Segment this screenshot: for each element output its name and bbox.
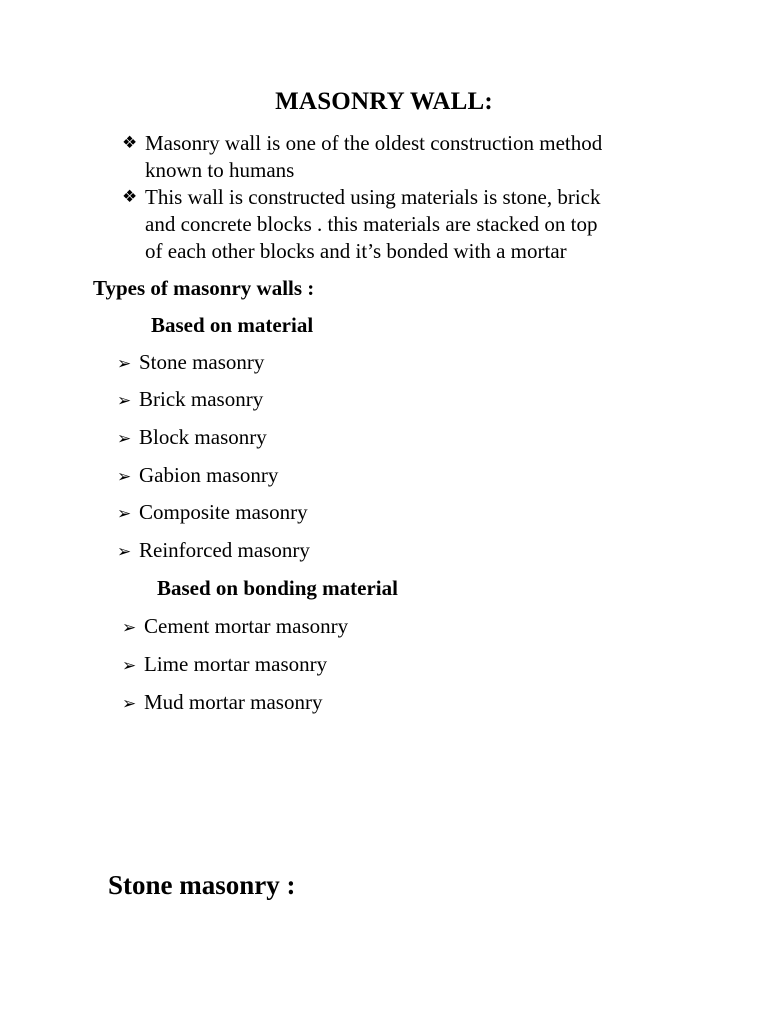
arrow-bullet-icon: ➢ bbox=[122, 618, 137, 638]
intro-bullet-line: of each other blocks and it’s bonded with a mortar bbox=[145, 239, 567, 263]
arrow-bullet-icon: ➢ bbox=[117, 504, 132, 524]
intro-bullet-line: Masonry wall is one of the oldest construction method bbox=[145, 131, 603, 155]
page-title: MASONRY WALL: bbox=[275, 88, 493, 115]
list-item-label: Brick masonry bbox=[139, 387, 264, 411]
list-item bbox=[117, 350, 264, 375]
list-item bbox=[122, 614, 348, 639]
list-item bbox=[122, 690, 322, 715]
arrow-bullet-icon: ➢ bbox=[117, 391, 132, 411]
list-item bbox=[117, 538, 310, 563]
intro-bullet-text bbox=[145, 130, 665, 184]
list-item-label: Mud mortar masonry bbox=[144, 690, 323, 714]
list-item bbox=[122, 652, 327, 677]
arrow-bullet-icon: ➢ bbox=[117, 542, 132, 562]
arrow-bullet-icon: ➢ bbox=[122, 656, 137, 676]
list-item-label: Block masonry bbox=[139, 425, 267, 449]
bonding-subheading: Based on bonding material bbox=[157, 576, 398, 600]
list-item-label: Reinforced masonry bbox=[139, 538, 310, 562]
types-heading: Types of masonry walls : bbox=[93, 276, 315, 300]
intro-bullet-line: known to humans bbox=[145, 158, 295, 182]
intro-bullet-text bbox=[145, 184, 665, 265]
list-item bbox=[117, 387, 263, 412]
arrow-bullet-icon: ➢ bbox=[117, 429, 132, 449]
list-item-label: Stone masonry bbox=[139, 350, 265, 374]
diamond-bullet-icon: ❖ bbox=[122, 133, 138, 153]
intro-bullet-line: This wall is constructed using materials is stone, brick bbox=[145, 185, 601, 209]
list-item bbox=[117, 425, 267, 450]
arrow-bullet-icon: ➢ bbox=[117, 354, 132, 374]
diamond-bullet-icon: ❖ bbox=[122, 187, 138, 207]
list-item-label: Lime mortar masonry bbox=[144, 652, 328, 676]
list-item-label: Cement mortar masonry bbox=[144, 614, 349, 638]
list-item-label: Gabion masonry bbox=[139, 463, 279, 487]
arrow-bullet-icon: ➢ bbox=[122, 694, 137, 714]
list-item bbox=[117, 500, 308, 525]
list-item-label: Composite masonry bbox=[139, 500, 308, 524]
arrow-bullet-icon: ➢ bbox=[117, 467, 132, 487]
intro-bullet-line: and concrete blocks . this materials are stacked on top bbox=[145, 212, 598, 236]
list-item bbox=[117, 463, 278, 488]
material-subheading: Based on material bbox=[151, 313, 314, 337]
section-heading: Stone masonry : bbox=[108, 870, 296, 900]
